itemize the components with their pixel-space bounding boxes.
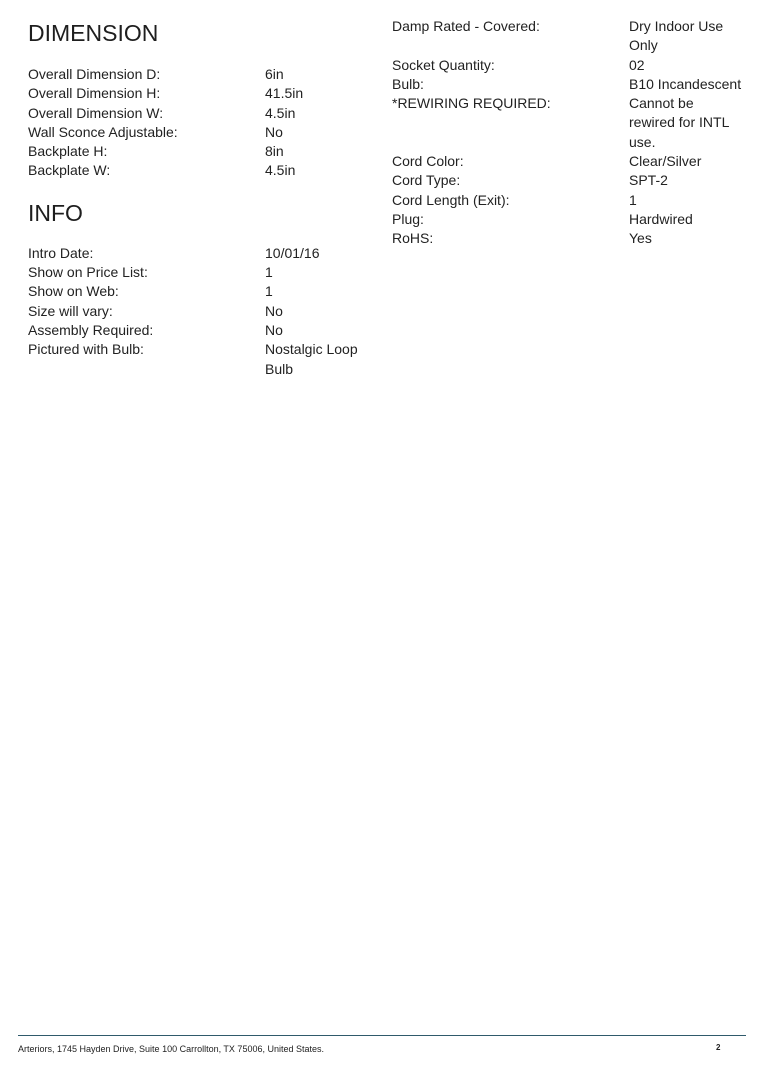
spec-row [392,191,742,210]
spec-row [392,152,742,171]
spec-row [28,302,368,321]
spec-label: Assembly Required: [28,321,154,338]
electrical-table [392,17,742,249]
spec-value: Cannot be rewired for INTL use. [629,95,729,150]
spec-row [28,263,368,282]
spec-label: Intro Date: [28,244,94,261]
spec-value: Nostalgic Loop Bulb [265,341,358,377]
spec-label: Overall Dimension W: [28,104,164,121]
spec-label: Backplate W: [28,162,111,179]
spec-label: Overall Dimension D: [28,66,161,82]
spec-row [392,171,742,190]
spec-label: Cord Length (Exit): [392,191,510,208]
spec-value: 1 [265,283,273,300]
spec-label: Wall Sconce Adjustable: [28,123,178,140]
spec-label: Show on Price List: [28,264,148,281]
spec-value: Hardwired [629,210,693,227]
spec-value: 41.5in [265,85,304,102]
spec-row [392,75,742,94]
spec-value: Dry Indoor Use Only [629,18,724,54]
spec-row [28,321,368,340]
spec-label: Size will vary: [28,302,113,319]
spec-value: 8in [265,143,284,160]
spec-label: Pictured with Bulb: [28,341,144,358]
dimension-section-title: DIMENSION [28,20,159,46]
spec-value: 1 [629,191,637,208]
spec-row [28,104,368,123]
spec-value: SPT-2 [629,172,668,189]
page-number: 2 [716,1043,721,1052]
footer-address: Arteriors, 1745 Hayden Drive, Suite 100 Carrollton, TX 75006, United States. [18,1044,324,1054]
spec-row [28,142,368,161]
spec-value: 4.5in [265,162,296,179]
spec-row [28,244,368,263]
spec-row [28,340,368,379]
spec-label: Backplate H: [28,143,108,160]
spec-row [392,210,742,229]
spec-value: 10/01/16 [265,244,320,261]
spec-value: 02 [629,56,645,73]
spec-row [392,94,742,152]
spec-row [28,161,368,180]
spec-row [28,84,368,103]
spec-label: Bulb: [392,75,424,92]
spec-label: Damp Rated - Covered: [392,18,540,34]
right-column [392,17,742,249]
spec-value: Clear/Silver [629,153,702,170]
footer-divider [18,1035,746,1036]
spec-value: No [265,302,283,319]
spec-label: *REWIRING REQUIRED: [392,95,551,112]
dimension-table [28,65,368,181]
spec-label: Plug: [392,210,424,227]
spec-row [28,65,368,84]
left-column [28,18,368,379]
spec-label: Cord Color: [392,153,464,170]
spec-label: Show on Web: [28,283,119,300]
spec-value: Yes [629,230,652,247]
spec-row [28,123,368,142]
spec-value: B10 Incandescent [629,75,742,92]
info-table [28,244,368,379]
spec-row [392,17,742,56]
spec-label: Overall Dimension H: [28,85,161,102]
spec-value: 4.5in [265,104,296,121]
spec-label: Cord Type: [392,172,461,189]
spec-value: 6in [265,66,284,82]
spec-row [392,229,742,248]
spec-label: RoHS: [392,230,434,247]
spec-value: No [265,123,283,140]
info-section-title: INFO [28,199,83,226]
spec-value: No [265,321,283,338]
spec-row [28,282,368,301]
spec-label: Socket Quantity: [392,56,495,73]
spec-value: 1 [265,264,273,281]
spec-row [392,56,742,75]
